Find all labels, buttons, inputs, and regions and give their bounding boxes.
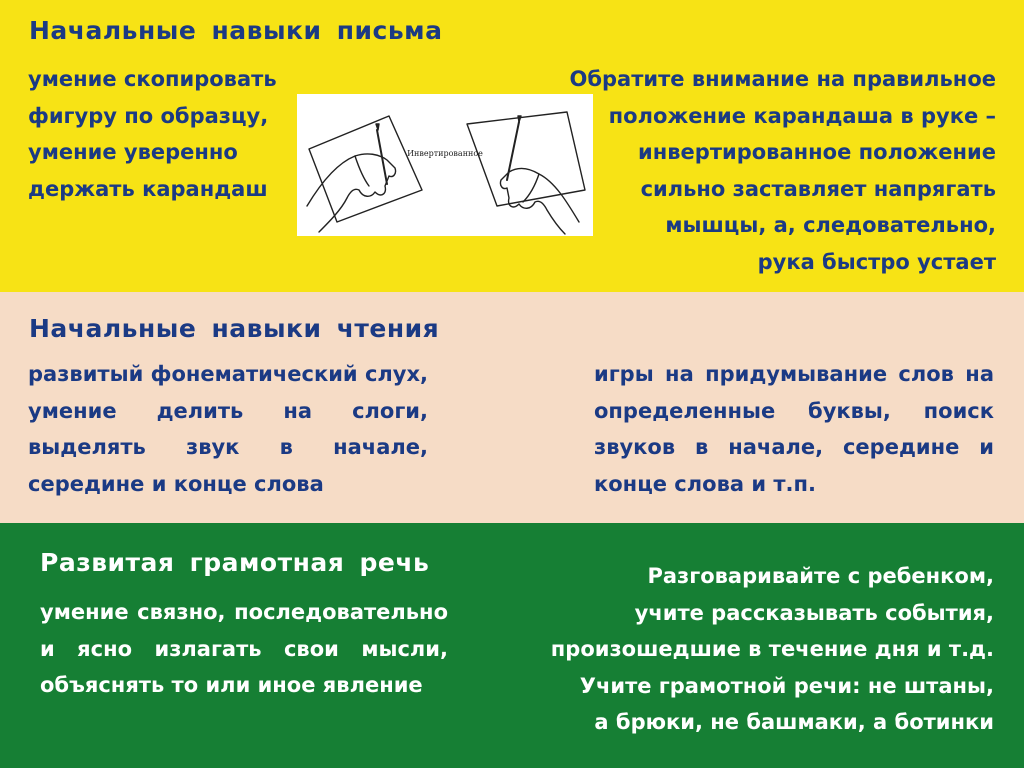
writing-skill-line: держать карандаш <box>28 176 268 201</box>
illustration-label: Инвертированное <box>407 149 483 158</box>
speech-tip-line: а брюки, не башмаки, а ботинки <box>594 710 994 734</box>
writing-skill-line: фигуру по образцу, <box>28 103 269 128</box>
writing-tip-line: мышцы, а, следовательно, <box>665 213 996 237</box>
pencil-grip-illustration <box>297 94 593 236</box>
speech-tip-line: Учите грамотной речи: не штаны, <box>579 673 994 698</box>
writing-skill-text <box>28 61 277 207</box>
reading-title: Начальные навыки чтения <box>29 314 440 343</box>
hands-drawing <box>297 94 593 236</box>
writing-tip-line: рука быстро устает <box>757 249 996 274</box>
speech-tip-line: учите рассказывать события, <box>634 600 994 625</box>
reading-tip-text: игры на придумывание слов на определенные буквы, поиск звуков в начале, середине и конце слова и т.п. <box>594 362 994 496</box>
left-pencil <box>377 130 387 184</box>
writing-tip-line: положение карандаша в руке – <box>608 103 996 128</box>
left-hand <box>307 154 396 232</box>
right-paper <box>467 112 585 206</box>
writing-skill-line: умение скопировать <box>28 67 277 91</box>
left-paper <box>309 116 422 222</box>
speech-tip-line: произошедшие в течение дня и т.д. <box>550 637 994 661</box>
speech-tip-line: Разговаривайте с ребенком, <box>647 564 994 588</box>
right-pencil <box>507 122 519 180</box>
writing-tip-line: инвертированное положение <box>638 140 996 164</box>
writing-tip-line: сильно заставляет напрягать <box>640 176 996 201</box>
writing-skill-line: умение уверенно <box>28 140 238 164</box>
speech-tip-text <box>551 558 994 741</box>
writing-title: Начальные навыки письма <box>29 16 443 45</box>
writing-tip-line: Обратите внимание на правильное <box>569 67 996 91</box>
speech-title: Развитая грамотная речь <box>40 548 430 577</box>
writing-tip-text <box>569 61 996 280</box>
right-hand <box>500 168 579 234</box>
speech-skill-text: умение связно, последовательно и ясно излагать свои мысли, объяснять то или иное явление <box>40 600 448 697</box>
reading-skill-text: развитый фонематический слух, умение делить на слоги, выделять звук в начале, середине и конце слова <box>28 362 428 496</box>
